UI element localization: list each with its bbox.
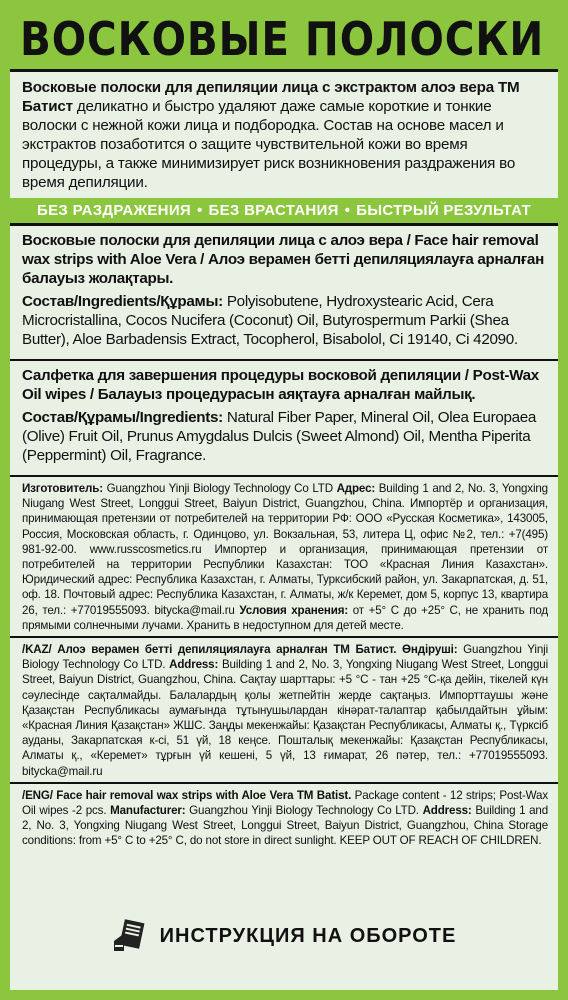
- kaz-address: Building 1 and 2, No. 3, Yongxing Niugang West Street, Longgui Street, Baiyun District, Guangzhou, China. Сақтау шарттары: +5 °C - тан +25 °C-қа дейін, тікелей күн сәулесінде сақталмайды. Балалардың қолы жетпейтін жерде сақтаңыз. Импорттаушы және Қазақстан Республикасы аумағында тұтынушылардан кінәрат-талаптар қабылдайтын ұйым: «Красная Линия Қазақстан» ЖШС. Заңды мекенжайы: Қазақстан Республикасы, Алматы қ., Түрксіб ауданы, Закарпатская к-сі, 51 үй, 18 кеңсе. Пошталық мекенжайы: Қазақстан Республикасы, Алматы қ., «Керемет» тұрғын үй кешені, 5 үй, 13 ғимарат, 26 пәтер, тел.: +77019555093. bitycka@mail.ru: [22, 658, 548, 778]
- ru-manufacturer-label: Изготовитель:: [22, 482, 103, 495]
- kaz-address-label: Address:: [169, 658, 219, 672]
- wipes-composition-text: Natural Fiber Paper, Mineral Oil, Olea Europaea (Olive) Fruit Oil, Prunus Amygdalus Dulcis (Sweet Almond) Oil, Mentha Piperita (Peppermint) Oil, Fragrance.: [22, 409, 537, 464]
- benefits-bar: [10, 198, 558, 226]
- wipes-composition: [22, 408, 548, 465]
- wipes-section: [10, 361, 558, 477]
- intro-bold: Восковые полоски для депиляции лица с экстрактом алоэ вера ТМ Батист: [22, 79, 520, 115]
- footer: [10, 882, 558, 990]
- strips-composition-text: Polyisobutene, Hydroxystearic Acid, Cera Microcristallina, Cocos Nucifera (Coconut) Oil, Butyrospermum Parkii (Shea Butter), Aloe Barbadensis Extract, Tocopherol, Bisabolol, Ci 19140, Ci 42090.: [22, 293, 518, 348]
- label-panel: [10, 8, 558, 990]
- ru-manufacturer: Guangzhou Yinji Biology Technology Co LTD: [102, 482, 337, 495]
- eng-address: Building 1 and 2, No. 3, Yongxing Niugang West Street, Longgui Street, Baiyun District, Guangzhou, China Storage conditions: from +5° C to +25° C, do not store in direct sunlight. KEEP OUT OF REACH OF CHILDREN.: [22, 804, 548, 848]
- benefit-1: БЕЗ РАЗДРАЖЕНИЯ: [37, 202, 191, 219]
- strips-composition-label: Состав/Ingredients/Құрамы:: [22, 293, 223, 310]
- kaz-info: [10, 638, 558, 784]
- ru-address-label: Адрес:: [336, 482, 376, 495]
- title-bar: [10, 8, 558, 72]
- eng-info: [10, 784, 558, 852]
- wipes-heading: Салфетка для завершения процедуры восковой депиляции / Post-Wax Oil wipes / Балауыз процедурасын аяқтауға арналған майлық.: [22, 367, 539, 403]
- benefit-3: БЫСТРЫЙ РЕЗУЛЬТАТ: [356, 202, 531, 219]
- eng-manufacturer-label: Manufacturer:: [110, 804, 186, 818]
- eng-lead: /ENG/ Face hair removal wax strips with Aloe Vera TM Batist.: [22, 788, 352, 802]
- kaz-manufacturer: Guangzhou Yinji Biology Technology Co LTD.: [22, 643, 548, 672]
- benefit-2: БЕЗ ВРАСТАНИЯ: [208, 202, 339, 219]
- eng-package: Package content - 12 strips; Post-Wax Oil wipes -2 pcs.: [22, 788, 548, 818]
- ru-storage-label: Условия хранения:: [239, 603, 349, 617]
- kaz-lead: /KAZ/ Алоэ верамен бетті депиляциялауға арналған ТМ Батист. Өндіруші:: [22, 643, 458, 657]
- ru-info: [10, 477, 558, 638]
- intro-text: деликатно и быстро удаляют даже самые короткие и тонкие волоски с нежной кожи лица и подбородка. Состав на основе масел и экстрактов позаботится о защите чувствительной кожи во время процедуры, а также минимизирует риск возникновения раздражения во время депиляции.: [22, 98, 516, 191]
- ru-address: Building 1 and 2, No. 3, Yongxing Niugang West Street, Longgui Street, Baiyun District, Guangzhou, China. Импортёр и организация, принимающая претензии от потребителей на территории РФ: ООО «Русская Косметика», 143005, Россия, Московская область, г. Одинцово, ул. Вокзальная, 53, литера Ц, офис №2, тел.: +7(495) 981-92-00. www.russcosmetics.ru Импортер и организация, принимающая претензии от потребителей на территории Республики Казахстан: ТОО «Красная Линия Казахстан». Юридический адрес: Республика Казахстан, г. Алматы, Турксибский район, ул. Закарпатская, д. 51, оф. 18. Почтовый адрес: Республика Казахстан, г. Алматы, ж/к Керемет, дом 5, корпус 13, квартира 26, тел.: +77019555093. bitycka@mail.ru: [22, 482, 548, 617]
- benefit-separator: •: [344, 202, 351, 219]
- strips-section: [10, 226, 558, 361]
- hand-card-icon: [112, 919, 146, 953]
- eng-manufacturer: Guangzhou Yinji Biology Technology Co LTD.: [185, 804, 423, 818]
- benefit-separator: •: [196, 202, 203, 219]
- footer-text: ИНСТРУКЦИЯ НА ОБОРОТЕ: [159, 924, 457, 947]
- footer-inner: [112, 919, 457, 953]
- strips-composition: [22, 292, 548, 349]
- page-title: ВОСКОВЫЕ ПОЛОСКИ: [20, 11, 545, 66]
- wipes-composition-label: Состав/Құрамы/Ingredients:: [22, 409, 223, 426]
- strips-heading: Восковые полоски для депиляции лица с алоэ вера / Face hair removal wax strips with Aloe Vera / Алоэ верамен бетті депиляциялауға арналған балауыз жолақтары.: [22, 232, 544, 287]
- eng-address-label: Address:: [422, 804, 472, 818]
- intro-paragraph: [10, 72, 558, 198]
- ru-storage: от +5° С до +25° С, не хранить под прямыми солнечными лучами. Хранить в недоступном для детей месте.: [22, 603, 549, 632]
